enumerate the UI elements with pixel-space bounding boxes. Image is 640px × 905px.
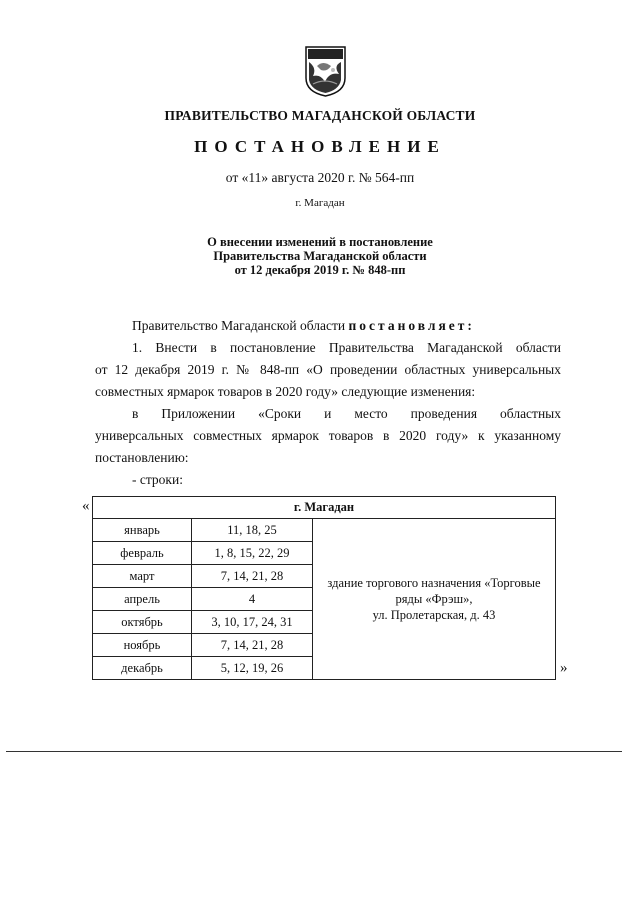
appendix-line: постановлению: (95, 450, 189, 465)
table-row (93, 519, 556, 542)
days-cell: 11, 18, 25 (192, 519, 313, 542)
close-quote: » (560, 660, 568, 676)
intro-prefix: Правительство Магаданской области (132, 318, 346, 333)
item1-line: от 12 декабря 2019 г. № 848-пп «О проведении областных универсальных (95, 362, 561, 377)
issue-city: г. Магадан (295, 197, 345, 209)
month-cell: февраль (93, 542, 192, 565)
venue-line: здание торгового назначения «Торговые (327, 576, 541, 590)
venue-cell (313, 519, 556, 680)
rows-label: - строки: (132, 472, 183, 487)
page-divider (6, 751, 622, 752)
days-cell: 3, 10, 17, 24, 31 (192, 611, 313, 634)
appendix-line: универсальных совместных ярмарок товаров в 2020 году» к указанному (95, 428, 561, 443)
venue-line: ул. Пролетарская, д. 43 (372, 608, 496, 622)
subject-line: О внесении изменений в постановление (207, 235, 433, 249)
days-cell: 7, 14, 21, 28 (192, 634, 313, 657)
fair-schedule-table (92, 496, 556, 680)
open-quote: « (82, 498, 90, 514)
table-header-row (93, 497, 556, 519)
government-title: ПРАВИТЕЛЬСТВО МАГАДАНСКОЙ ОБЛАСТИ (164, 108, 476, 123)
month-cell: март (93, 565, 192, 588)
days-cell: 1, 8, 15, 22, 29 (192, 542, 313, 565)
city-header-cell: г. Магадан (93, 497, 556, 519)
document-type-title: ПОСТАНОВЛЕНИЕ (194, 137, 446, 156)
days-cell: 4 (192, 588, 313, 611)
item1-line: совместных ярмарок товаров в 2020 году» следующие изменения: (95, 384, 476, 399)
appendix-line: в Приложении «Сроки и место проведения областных (132, 406, 561, 421)
month-cell: январь (93, 519, 192, 542)
coat-of-arms-icon (303, 44, 348, 98)
days-cell: 5, 12, 19, 26 (192, 657, 313, 680)
month-cell: декабрь (93, 657, 192, 680)
intro-decrees: постановляет: (348, 318, 475, 333)
venue-line: ряды «Фрэш», (395, 592, 473, 606)
subject-line: Правительства Магаданской области (213, 249, 427, 263)
days-cell: 7, 14, 21, 28 (192, 565, 313, 588)
month-cell: октябрь (93, 611, 192, 634)
decree-subject (0, 235, 640, 277)
item1-line: 1. Внести в постановление Правительства Магаданской области (132, 340, 561, 355)
decree-date-number: от «11» августа 2020 г. № 564-пп (225, 170, 415, 185)
month-cell: ноябрь (93, 634, 192, 657)
intro-paragraph (95, 315, 561, 337)
subject-line: от 12 декабря 2019 г. № 848-пп (234, 263, 406, 277)
month-cell: апрель (93, 588, 192, 611)
coat-of-arms-emblem (303, 44, 348, 98)
